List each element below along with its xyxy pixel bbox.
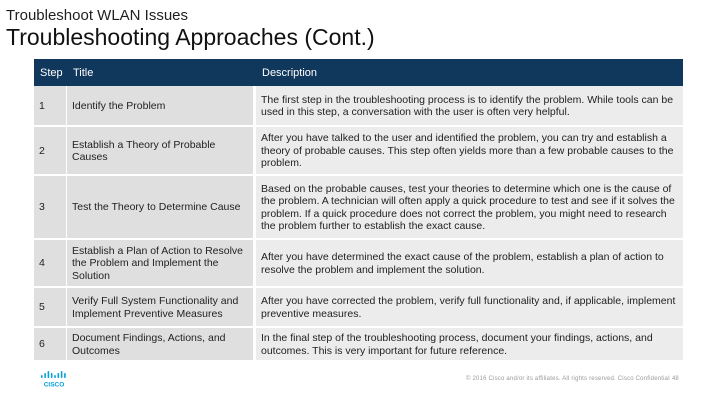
description-cell: Based on the probable causes, test your theories to determine which one is the cause of the problem. A technician will often apply a quick procedure to test and see if it solves the problem. If a quick procedure does not correct the problem, you might need to research the problem further to establish the exact cause. <box>256 176 683 240</box>
title-cell: Document Findings, Actions, and Outcomes <box>67 328 256 362</box>
table-header-row <box>34 59 683 86</box>
table-row <box>34 86 683 127</box>
column-header-title: Title <box>67 59 256 86</box>
column-header-step: Step <box>34 59 67 86</box>
table-row <box>34 176 683 240</box>
cisco-logo-text: CISCO <box>43 381 65 388</box>
table-row <box>34 127 683 176</box>
description-cell: The first step in the troubleshooting process is to identify the problem. While tools can be used in this step, a conversation with the user is often very helpful. <box>256 86 683 127</box>
copyright-notice: © 2016 Cisco and/or its affiliates. All rights reserved. Cisco Confidential <box>466 376 670 382</box>
step-cell: 5 <box>34 288 67 328</box>
slide-subtitle: Troubleshoot WLAN Issues <box>6 7 189 24</box>
table-row <box>34 240 683 288</box>
step-cell: 3 <box>34 176 67 240</box>
title-cell: Establish a Plan of Action to Resolve the Problem and Implement the Solution <box>67 240 256 288</box>
title-cell: Verify Full System Functionality and Implement Preventive Measures <box>67 288 256 328</box>
page-number: 48 <box>672 376 679 382</box>
cisco-logo-icon <box>40 371 68 388</box>
description-cell: After you have talked to the user and identified the problem, you can try and establish a theory of probable causes. This step often yields more than a few probable causes to the problem. <box>256 127 683 176</box>
column-header-description: Description <box>256 59 683 86</box>
table-row <box>34 328 683 362</box>
step-cell: 2 <box>34 127 67 176</box>
table-row <box>34 288 683 328</box>
slide-title: Troubleshooting Approaches (Cont.) <box>6 24 375 50</box>
title-cell: Identify the Problem <box>67 86 256 127</box>
description-cell: After you have corrected the problem, verify full functionality and, if applicable, implement preventive measures. <box>256 288 683 328</box>
step-cell: 1 <box>34 86 67 127</box>
description-cell: In the final step of the troubleshooting process, document your findings, actions, and outcomes. This is very important for future reference. <box>256 328 683 362</box>
troubleshooting-table <box>34 59 683 362</box>
step-cell: 4 <box>34 240 67 288</box>
title-cell: Test the Theory to Determine Cause <box>67 176 256 240</box>
title-cell: Establish a Theory of Probable Causes <box>67 127 256 176</box>
description-cell: After you have determined the exact cause of the problem, establish a plan of action to resolve the problem and implement the solution. <box>256 240 683 288</box>
step-cell: 6 <box>34 328 67 362</box>
